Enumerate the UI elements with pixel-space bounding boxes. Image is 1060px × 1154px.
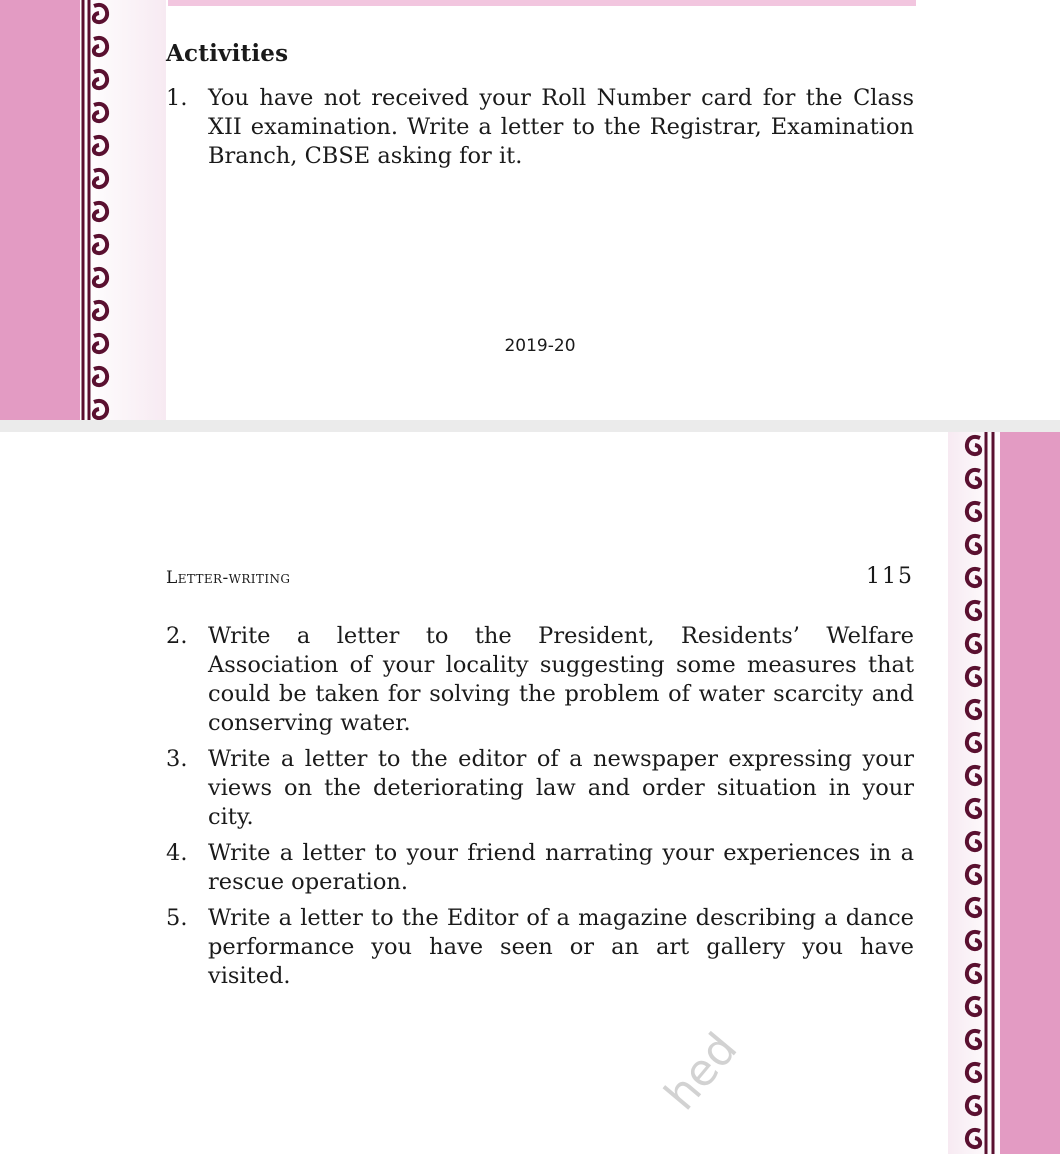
scroll-border-pattern-left bbox=[80, 0, 166, 420]
activity-number: 4. bbox=[166, 840, 188, 866]
scroll-spiral bbox=[967, 668, 980, 685]
left-scroll-border bbox=[80, 0, 166, 420]
scroll-spiral bbox=[967, 734, 980, 751]
activity-number: 3. bbox=[166, 746, 188, 772]
scroll-spiral bbox=[967, 899, 980, 916]
page-number: 115 bbox=[866, 564, 914, 589]
scroll-spiral bbox=[967, 767, 980, 784]
scroll-spiral bbox=[94, 302, 107, 319]
activity-number: 2. bbox=[166, 623, 188, 649]
activity-item bbox=[166, 622, 914, 738]
scroll-spiral bbox=[94, 368, 107, 385]
footer-year: 2019-20 bbox=[504, 336, 576, 356]
scroll-spiral bbox=[967, 1130, 980, 1147]
scroll-spiral bbox=[94, 137, 107, 154]
scroll-spiral bbox=[967, 503, 980, 520]
activity-number: 5. bbox=[166, 905, 188, 931]
scroll-spiral bbox=[967, 800, 980, 817]
scroll-spiral bbox=[94, 269, 107, 286]
scroll-spiral bbox=[94, 170, 107, 187]
scroll-spiral bbox=[967, 437, 980, 454]
running-head: Letter-writing bbox=[166, 568, 291, 588]
scroll-spiral bbox=[94, 5, 107, 22]
activity-text: You have not received your Roll Number card for the Class XII examination. Write a letter to the Registrar, Examination Branch, CBSE asking for it. bbox=[208, 85, 914, 169]
page-gap bbox=[0, 420, 1060, 432]
page-top bbox=[0, 0, 1060, 420]
scroll-spiral bbox=[967, 998, 980, 1015]
left-pink-strip bbox=[0, 0, 80, 420]
activity-text: Write a letter to the President, Residents’ Welfare Association of your locality suggesting some measures that could be taken for solving the problem of water scarcity and conserving water. bbox=[208, 623, 914, 736]
scroll-spiral bbox=[967, 536, 980, 553]
top-decorative-bar bbox=[168, 0, 916, 6]
scroll-spiral bbox=[967, 1064, 980, 1081]
activity-number: 1. bbox=[166, 85, 188, 111]
scroll-spiral bbox=[967, 470, 980, 487]
scroll-spiral bbox=[94, 203, 107, 220]
activity-item bbox=[166, 84, 914, 171]
scroll-border-pattern-right bbox=[948, 432, 1000, 1154]
activities-list-bottom bbox=[166, 622, 914, 998]
scroll-spiral bbox=[967, 932, 980, 949]
right-scroll-border bbox=[948, 432, 1000, 1154]
scroll-spiral bbox=[94, 236, 107, 253]
activity-item bbox=[166, 745, 914, 832]
activity-item bbox=[166, 904, 914, 991]
scroll-spiral bbox=[967, 1031, 980, 1048]
activity-text: Write a letter to your friend narrating your experiences in a rescue operation. bbox=[208, 840, 914, 895]
scroll-spiral bbox=[967, 833, 980, 850]
activity-item bbox=[166, 839, 914, 897]
right-pink-strip bbox=[1000, 432, 1060, 1154]
activity-text: Write a letter to the Editor of a magazine describing a dance performance you have seen or an art gallery you have visited. bbox=[208, 905, 914, 989]
scroll-spiral bbox=[967, 701, 980, 718]
scroll-spiral bbox=[967, 602, 980, 619]
scroll-spiral bbox=[94, 401, 107, 418]
page-bottom bbox=[0, 432, 1060, 1154]
activities-list-top bbox=[166, 84, 914, 178]
scroll-spiral bbox=[967, 635, 980, 652]
scroll-spiral bbox=[967, 965, 980, 982]
scroll-spiral bbox=[967, 866, 980, 883]
scroll-spiral bbox=[967, 1097, 980, 1114]
activity-text: Write a letter to the editor of a newspaper expressing your views on the deteriorating law and order situation in your city. bbox=[208, 746, 914, 830]
scroll-spiral bbox=[94, 104, 107, 121]
watermark-text: hed bbox=[655, 1023, 748, 1120]
scroll-spiral bbox=[94, 71, 107, 88]
scroll-spiral bbox=[94, 38, 107, 55]
activities-heading: Activities bbox=[166, 40, 289, 67]
scroll-spiral bbox=[967, 569, 980, 586]
